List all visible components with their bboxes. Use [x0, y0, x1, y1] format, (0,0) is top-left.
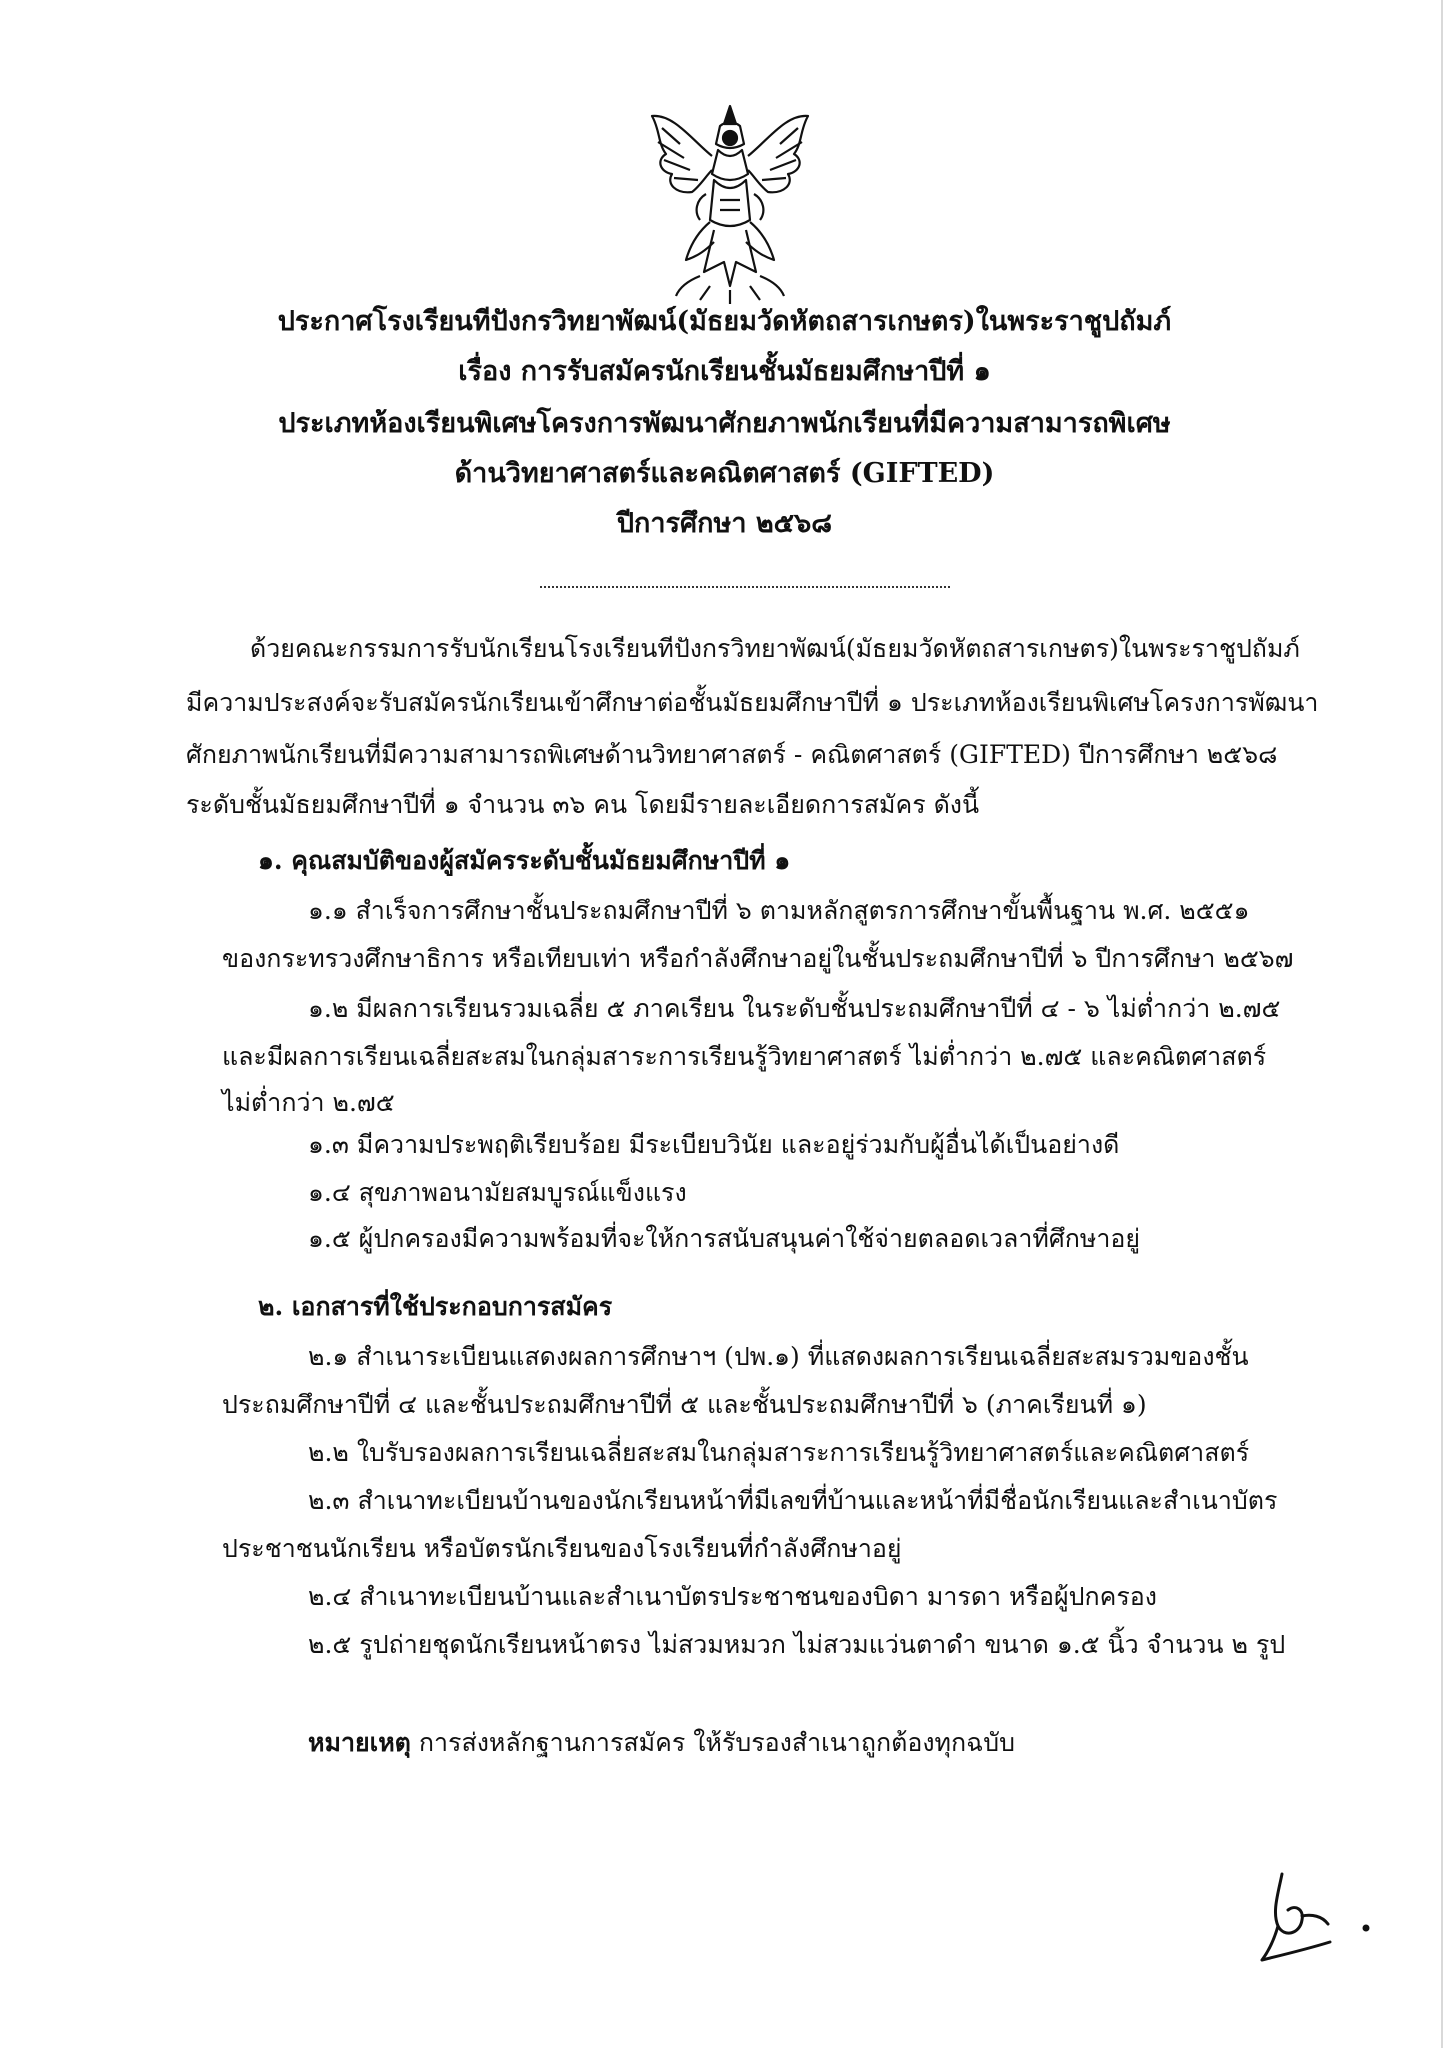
section-2-item: ๒.๒ ใบรับรองผลการเรียนเฉลี่ยสะสมในกลุ่มสาระการเรียนรู้วิทยาศาสตร์และคณิตศาสตร์: [308, 1438, 1250, 1467]
section-1-item: ไม่ต่ำกว่า ๒.๗๕: [222, 1088, 395, 1117]
program-line: ประเภทห้องเรียนพิเศษโครงการพัฒนาศักยภาพนักเรียนที่มีความสามารถพิเศษ: [278, 408, 1171, 439]
intro-line-1: ด้วยคณะกรรมการรับนักเรียนโรงเรียนทีปังกรวิทยาพัฒน์(มัธยมวัดหัตถสารเกษตร)ในพระราชูปถัมภ์: [250, 634, 1300, 663]
note-label: หมายเหตุ: [308, 1728, 411, 1757]
section-1-item: ของกระทรวงศึกษาธิการ หรือเทียบเท่า หรือกำลังศึกษาอยู่ในชั้นประถมศึกษาปีที่ ๖ ปีการศึกษา ๒๕๖๗: [222, 944, 1294, 973]
section-1-item: ๑.๓ มีความประพฤติเรียบร้อย มีระเบียบวินัย และอยู่ร่วมกับผู้อื่นได้เป็นอย่างดี: [308, 1130, 1120, 1159]
intro-line-3: ศักยภาพนักเรียนที่มีความสามารถพิเศษด้านวิทยาศาสตร์ - คณิตศาสตร์ (GIFTED) ปีการศึกษา ๒๕๖๘: [186, 740, 1278, 769]
academic-year-line: ปีการศึกษา ๒๕๖๘: [616, 508, 833, 539]
section-2-item: ๒.๑ สำเนาระเบียนแสดงผลการศึกษาฯ (ปพ.๑) ที่แสดงผลการเรียนเฉลี่ยสะสมรวมของชั้น: [308, 1342, 1249, 1371]
intro-line-2: มีความประสงค์จะรับสมัครนักเรียนเข้าศึกษาต่อชั้นมัธยมศึกษาปีที่ ๑ ประเภทห้องเรียนพิเศษโครงการพัฒนา: [186, 688, 1319, 717]
note-line: [308, 1728, 1015, 1758]
section-1-item: ๑.๕ ผู้ปกครองมีความพร้อมที่จะให้การสนับสนุนค่าใช้จ่ายตลอดเวลาที่ศึกษาอยู่: [308, 1224, 1141, 1253]
initials-signature-icon: [1238, 1854, 1388, 1974]
section-2-item: ๒.๓ สำเนาทะเบียนบ้านของนักเรียนหน้าที่มีเลขที่บ้านและหน้าที่มีชื่อนักเรียนและสำเนาบัตร: [308, 1486, 1278, 1515]
section-1-heading: ๑. คุณสมบัติของผู้สมัครระดับชั้นมัธยมศึกษาปีที่ ๑: [258, 846, 791, 875]
field-line: ด้านวิทยาศาสตร์และคณิตศาสตร์ (GIFTED): [454, 458, 995, 489]
section-1-item: ๑.๑ สำเร็จการศึกษาชั้นประถมศึกษาปีที่ ๖ ตามหลักสูตรการศึกษาขั้นพื้นฐาน พ.ศ. ๒๕๕๑: [308, 896, 1250, 925]
section-1-item: ๑.๒ มีผลการเรียนรวมเฉลี่ย ๕ ภาคเรียน ในระดับชั้นประถมศึกษาปีที่ ๔ - ๖ ไม่ต่ำกว่า ๒.๗๕: [308, 994, 1281, 1023]
section-2-heading: ๒. เอกสารที่ใช้ประกอบการสมัคร: [258, 1292, 613, 1321]
intro-line-4: ระดับชั้นมัธยมศึกษาปีที่ ๑ จำนวน ๓๖ คน โดยมีรายละเอียดการสมัคร ดังนี้: [186, 790, 980, 819]
section-2-item: ๒.๕ รูปถ่ายชุดนักเรียนหน้าตรง ไม่สวมหมวก ไม่สวมแว่นตาดำ ขนาด ๑.๕ นิ้ว จำนวน ๒ รูป: [308, 1630, 1286, 1659]
section-1-item: และมีผลการเรียนเฉลี่ยสะสมในกลุ่มสาระการเรียนรู้วิทยาศาสตร์ ไม่ต่ำกว่า ๒.๗๕ และคณิตศาสตร์: [222, 1042, 1267, 1071]
section-2-item: ประชาชนนักเรียน หรือบัตรนักเรียนของโรงเรียนที่กำลังศึกษาอยู่: [222, 1534, 902, 1563]
section-2-item: ๒.๔ สำเนาทะเบียนบ้านและสำเนาบัตรประชาชนของบิดา มารดา หรือผู้ปกครอง: [308, 1582, 1157, 1611]
header-divider: [540, 586, 950, 588]
section-2-item: ประถมศึกษาปีที่ ๔ และชั้นประถมศึกษาปีที่ ๕ และชั้นประถมศึกษาปีที่ ๖ (ภาคเรียนที่ ๑): [222, 1390, 1147, 1419]
announcement-title: ประกาศโรงเรียนทีปังกรวิทยาพัฒน์(มัธยมวัดหัตถสารเกษตร)ในพระราชูปถัมภ์: [277, 306, 1172, 337]
garuda-emblem-icon: [640, 100, 820, 308]
note-text: การส่งหลักฐานการสมัคร ให้รับรองสำเนาถูกต้องทุกฉบับ: [410, 1728, 1015, 1757]
section-1-item: ๑.๔ สุขภาพอนามัยสมบูรณ์แข็งแรง: [308, 1178, 687, 1207]
subject-line: เรื่อง การรับสมัครนักเรียนชั้นมัธยมศึกษาปีที่ ๑: [458, 356, 991, 387]
